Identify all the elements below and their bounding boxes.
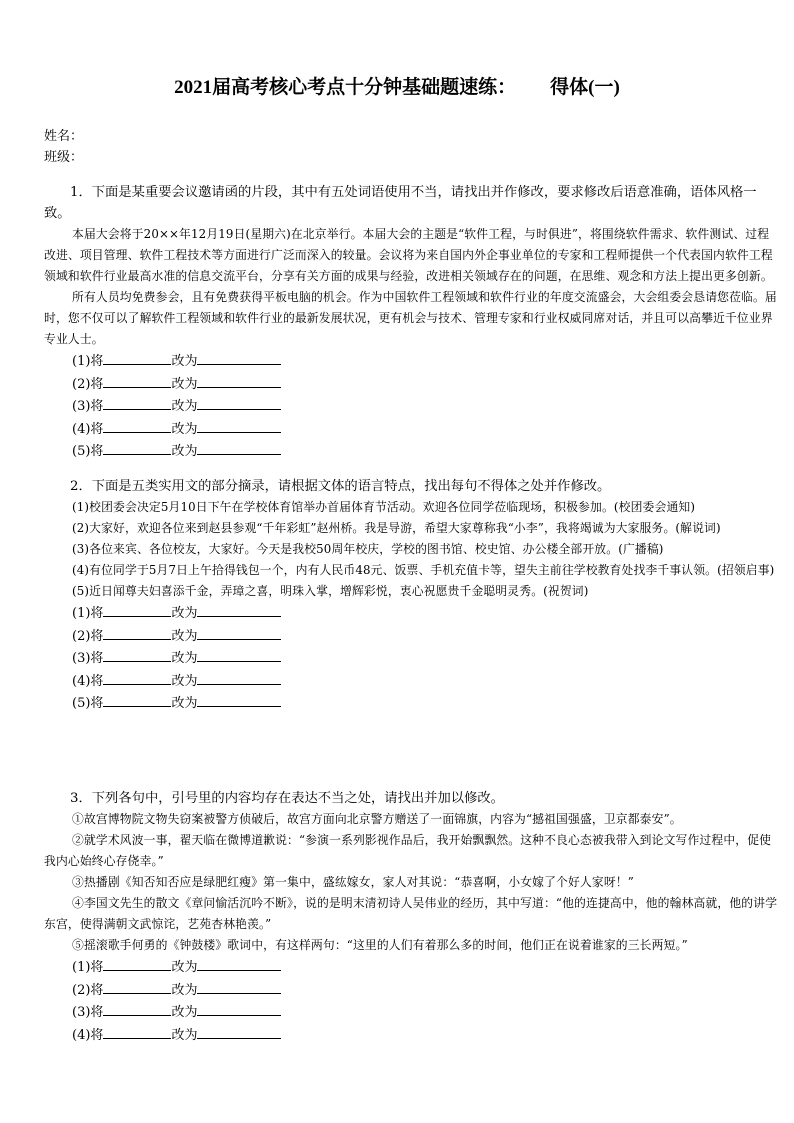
answer-blank[interactable] xyxy=(197,647,281,662)
answer-row: (3)将 改为 xyxy=(44,647,778,670)
question-2-item-2: (2)大家好，欢迎各位来到赵县参观“千年彩虹”赵州桥。我是导游，希望大家尊称我“小李”，我将竭诚为大家服务。(解说词) xyxy=(72,521,721,535)
question-3-item-4: ④李国文先生的散文《章问愉活沉吟不断》，说的是明末清初诗人吴伟业的经历，其中写道：“他的连捷高中，他的翰林高就，他的讲学东宫，使得满朝文武惊诧，艺苑杏林艳羡。” xyxy=(44,896,778,931)
answer-blank[interactable] xyxy=(103,692,171,707)
question-1-head: 1．下面是某重要会议邀请函的片段，其中有五处词语使用不当，请找出并作修改，要求修改后语意准确，语体风格一致。 xyxy=(44,185,757,221)
question-3-item-5: ⑤摇滚歌手何勇的《钟鼓楼》歌词中，有这样两句：“这里的人们有着那么多的时间，他们正在说着谁家的三长两短。” xyxy=(72,938,688,952)
answer-blank[interactable] xyxy=(197,625,281,640)
answer-blank[interactable] xyxy=(197,418,281,433)
answer-row: (1)将 改为 xyxy=(44,350,778,373)
question-1 xyxy=(44,182,778,463)
answer-row: (5)将 改为 xyxy=(44,440,778,463)
answer-blank[interactable] xyxy=(197,956,281,971)
answer-blank[interactable] xyxy=(103,1001,171,1016)
answer-blank[interactable] xyxy=(197,692,281,707)
answer-row: (1)将 改为 xyxy=(44,602,778,625)
answer-row: (4)将 改为 xyxy=(44,670,778,693)
question-1-answer-list xyxy=(44,350,778,463)
answer-blank[interactable] xyxy=(103,1024,171,1039)
answer-blank[interactable] xyxy=(103,670,171,685)
question-3-item-3: ③热播剧《知否知否应是绿肥红瘦》第一集中，盛纮嫁女，家人对其说：“恭喜啊，小女嫁了个好人家呀！” xyxy=(72,875,634,889)
answer-row: (2)将 改为 xyxy=(44,625,778,648)
answer-blank[interactable] xyxy=(103,418,171,433)
question-2-answer-list xyxy=(44,602,778,715)
answer-row: (3)将 改为 xyxy=(44,1001,778,1024)
question-3-head: 3．下列各句中，引号里的内容均存在表达不当之处，请找出并加以修改。 xyxy=(70,791,504,806)
question-2-item-4: (4)有位同学于5月7日上午拾得钱包一个，内有人民币48元、饭票、手机充值卡等，望失主前往学校教育处找李千事认领。(招领启事) xyxy=(72,563,775,577)
answer-blank[interactable] xyxy=(103,956,171,971)
class-field-label: 班级： xyxy=(44,150,84,165)
answer-blank[interactable] xyxy=(103,602,171,617)
question-2-item-3: (3)各位来宾、各位校友，大家好。今天是我校50周年校庆，学校的图书馆、校史馆、办公楼全部开放。(广播稿) xyxy=(72,542,664,556)
answer-row: (4)将 改为 xyxy=(44,418,778,441)
name-field-label: 姓名： xyxy=(44,129,84,144)
answer-row: (5)将 改为 xyxy=(44,692,778,715)
answer-blank[interactable] xyxy=(103,647,171,662)
answer-blank[interactable] xyxy=(197,1001,281,1016)
answer-blank[interactable] xyxy=(103,625,171,640)
question-2-item-5: (5)近日闻尊夫妇喜添千金，弄璋之喜，明珠入掌，增辉彩悦，衷心祝愿贵千金聪明灵秀。(祝贺词) xyxy=(72,584,589,598)
answer-blank[interactable] xyxy=(197,373,281,388)
answer-row: (3)将 改为 xyxy=(44,395,778,418)
answer-blank[interactable] xyxy=(103,395,171,410)
answer-blank[interactable] xyxy=(197,395,281,410)
question-3-item-2: ②就学术风波一事，翟天临在微博道歉说：“参演一系列影视作品后，我开始飘飘然。这种不良心态被我带入到论文写作过程中，促使我内心始终心存侥幸。” xyxy=(44,833,772,868)
answer-blank[interactable] xyxy=(197,440,281,455)
answer-blank[interactable] xyxy=(197,1024,281,1039)
answer-row: (2)将 改为 xyxy=(44,979,778,1002)
answer-blank[interactable] xyxy=(103,440,171,455)
answer-row: (1)将 改为 xyxy=(44,956,778,979)
answer-blank[interactable] xyxy=(197,350,281,365)
title-main: 2021届高考核心考点十分钟基础题速练： xyxy=(174,77,517,98)
answer-blank[interactable] xyxy=(103,979,171,994)
answer-row: (4)将 改为 xyxy=(44,1024,778,1047)
question-3-answer-list xyxy=(44,956,778,1046)
answer-blank[interactable] xyxy=(197,670,281,685)
question-2-item-1: (1)校团委会决定5月10日下午在学校体育馆举办首届体育节活动。欢迎各位同学莅临现场，积极参加。(校团委会通知) xyxy=(72,500,696,514)
question-1-passage-2: 所有人员均免费参会，且有免费获得平板电脑的机会。作为中国软件工程领域和软件行业的年度交流盛会，大会组委会恳请您莅临。届时，您不仅可以了解软件工程领域和软件行业的最新发展状况，更有机会与技术、管理专家和行业权威同席对话，并且可以高攀近千位业界专业人士。 xyxy=(44,290,777,346)
question-1-passage-1: 本届大会将于20××年12月19日(星期六)在北京举行。本届大会的主题是“软件工程，与时俱进”，将围绕软件需求、软件测试、过程改进、项目管理、软件工程技术等方面进行广泛而深入的较量。会议将为来自国内外企事业单位的专家和工程师提供一个代表国内软件工程领域和软件行业最高水准的信息交流平台，分享有关方面的成果与经验，改进相关领域存在的问题，在思维、观念和方法上提出更多创新。 xyxy=(44,227,773,283)
answer-blank[interactable] xyxy=(197,602,281,617)
question-2-head: 2．下面是五类实用文的部分摘录，请根据文体的语言特点，找出每句不得体之处并作修改。 xyxy=(70,479,611,494)
answer-blank[interactable] xyxy=(103,373,171,388)
answer-row: (2)将 改为 xyxy=(44,373,778,396)
question-2 xyxy=(44,476,778,715)
question-3-item-1: ①故宫博物院文物失窃案被警方侦破后，故宫方面向北京警方赠送了一面锦旗，内容为“撼祖国强盛，卫京都泰安”。 xyxy=(72,812,682,826)
answer-blank[interactable] xyxy=(103,350,171,365)
question-3 xyxy=(44,788,778,1046)
page-title xyxy=(0,72,794,99)
answer-blank[interactable] xyxy=(197,979,281,994)
title-sub: 得体(一) xyxy=(550,77,620,98)
